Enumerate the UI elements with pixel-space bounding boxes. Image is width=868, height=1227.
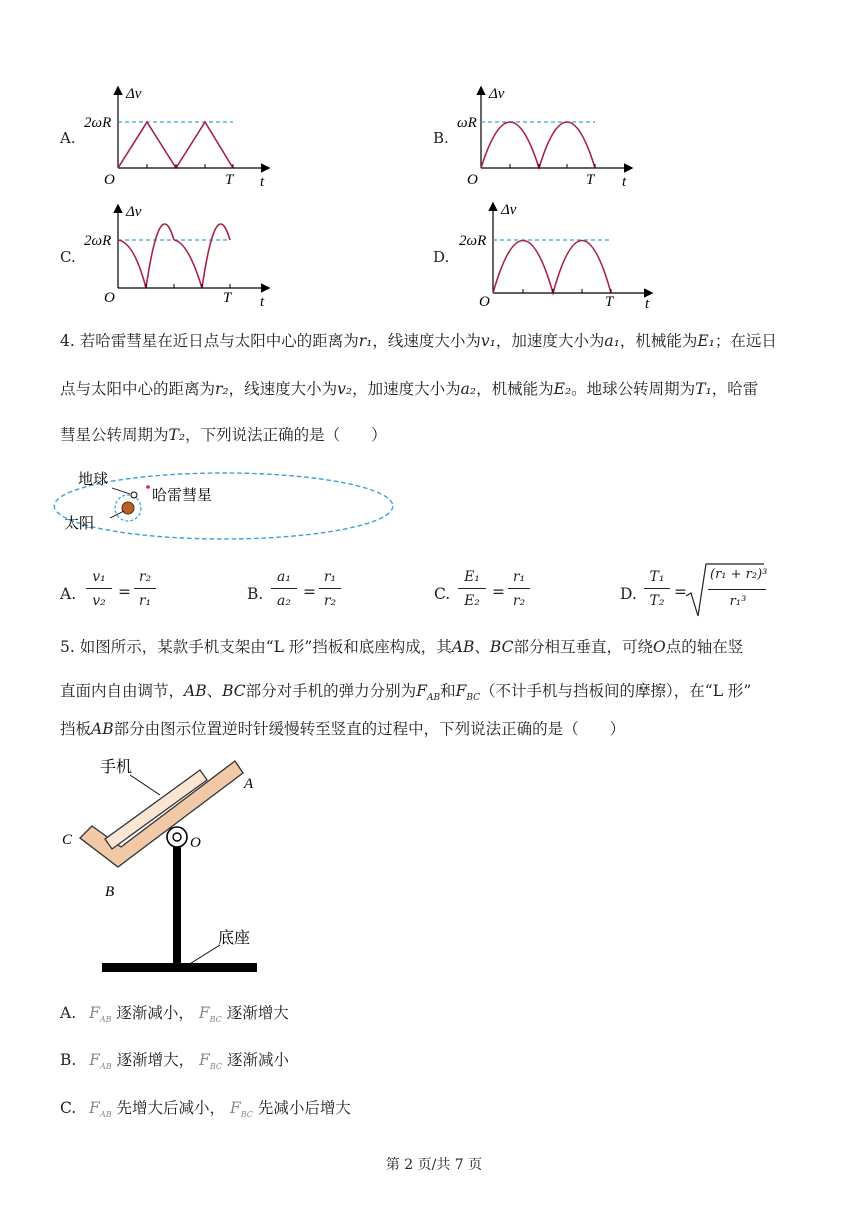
graph-option-a-label: A. — [60, 129, 76, 147]
arch-curve — [481, 122, 595, 168]
point-b-label: B — [105, 884, 115, 900]
phone-label: 手机 — [100, 757, 133, 776]
point-o-label: O — [190, 835, 201, 851]
earth-label: 地球 — [78, 470, 109, 488]
peak-label: 2ωR — [84, 115, 112, 131]
graph-option-d-label: D. — [433, 248, 450, 266]
q5-line3: 挡板AB部分由图示位置逆时针缓慢转至竖直的过程中，下列说法正确的是（ ） — [60, 720, 626, 738]
svg-text:Δv: Δv — [489, 86, 505, 102]
sun-icon — [122, 502, 134, 514]
arch-curve — [493, 241, 611, 294]
y-label: Δv — [126, 86, 142, 102]
q5-option-c[interactable]: C. $F_{AB}$ 先增大后减小， $F_{BC}$ 先减小后增大 — [60, 1099, 351, 1120]
period-label: T — [225, 172, 234, 188]
q4-line2: 点与太阳中心的距离为r₂，线速度大小为v₂，加速度大小为a₂，机械能为E₂。地球公转周期为T₁，哈雷 — [60, 380, 759, 398]
page-footer: 第 2 页/共 7 页 — [385, 1157, 483, 1173]
base-label: 底座 — [218, 928, 251, 947]
q5-option-a[interactable]: A. $F_{AB}$ 逐渐减小， $F_{BC}$ 逐渐增大 — [60, 1004, 289, 1025]
stand-pole — [173, 847, 181, 965]
graph-d — [455, 198, 665, 313]
graph-b — [455, 80, 665, 195]
q4-line1: 4. 若哈雷彗星在近日点与太阳中心的距离为r₁，线速度大小为v₁，加速度大小为a₁，机械能为E₁；在远日 — [60, 332, 777, 350]
svg-text:T: T — [586, 172, 595, 188]
svg-text:ωR: ωR — [457, 115, 477, 131]
phone-stand-figure — [60, 755, 280, 980]
svg-text:T: T — [223, 290, 232, 306]
graph-a — [80, 80, 290, 195]
q4-line3: 彗星公转周期为T₂，下列说法正确的是（ ） — [60, 426, 387, 444]
earth-icon — [131, 492, 137, 498]
stand-base — [102, 963, 257, 972]
comet-icon — [146, 485, 150, 489]
triangle-curve — [118, 122, 233, 168]
x-label: t — [260, 174, 265, 190]
svg-text:2ωR: 2ωR — [84, 233, 112, 249]
graph-option-b-label: B. — [433, 129, 449, 147]
point-a-label: A — [244, 776, 254, 792]
svg-text:t: t — [260, 294, 265, 310]
svg-text:T: T — [605, 294, 614, 310]
inverted-arch-curve — [118, 224, 230, 288]
svg-text:O: O — [467, 172, 478, 188]
l-shaped-baffle — [80, 761, 243, 867]
point-c-label: C — [62, 832, 73, 848]
q5-line2: 直面内自由调节，AB、BC部分对手机的弹力分别为$F_{AB}$和$F_{BC}$（不计手机与挡板间的摩擦），在“L 形” — [60, 682, 752, 704]
svg-text:t: t — [645, 296, 650, 312]
svg-text:Δv: Δv — [126, 204, 142, 220]
graph-option-c-label: C. — [60, 248, 76, 266]
sun-label: 太阳 — [64, 514, 95, 532]
q5-line1: 5. 如图所示，某款手机支架由“L 形”挡板和底座构成，其AB、BC部分相互垂直，可绕O点的轴在竖 — [60, 638, 744, 656]
svg-text:O: O — [104, 290, 115, 306]
graph-c — [80, 198, 290, 313]
origin-label: O — [104, 172, 115, 188]
comet-label: 哈雷彗星 — [152, 486, 213, 504]
orbit-figure — [64, 462, 370, 552]
svg-text:Δv: Δv — [501, 202, 517, 218]
svg-text:t: t — [622, 174, 627, 190]
svg-text:2ωR: 2ωR — [459, 233, 487, 249]
q5-option-b[interactable]: B. $F_{AB}$ 逐渐增大， $F_{BC}$ 逐渐减小 — [60, 1051, 289, 1072]
svg-text:O: O — [479, 294, 490, 310]
